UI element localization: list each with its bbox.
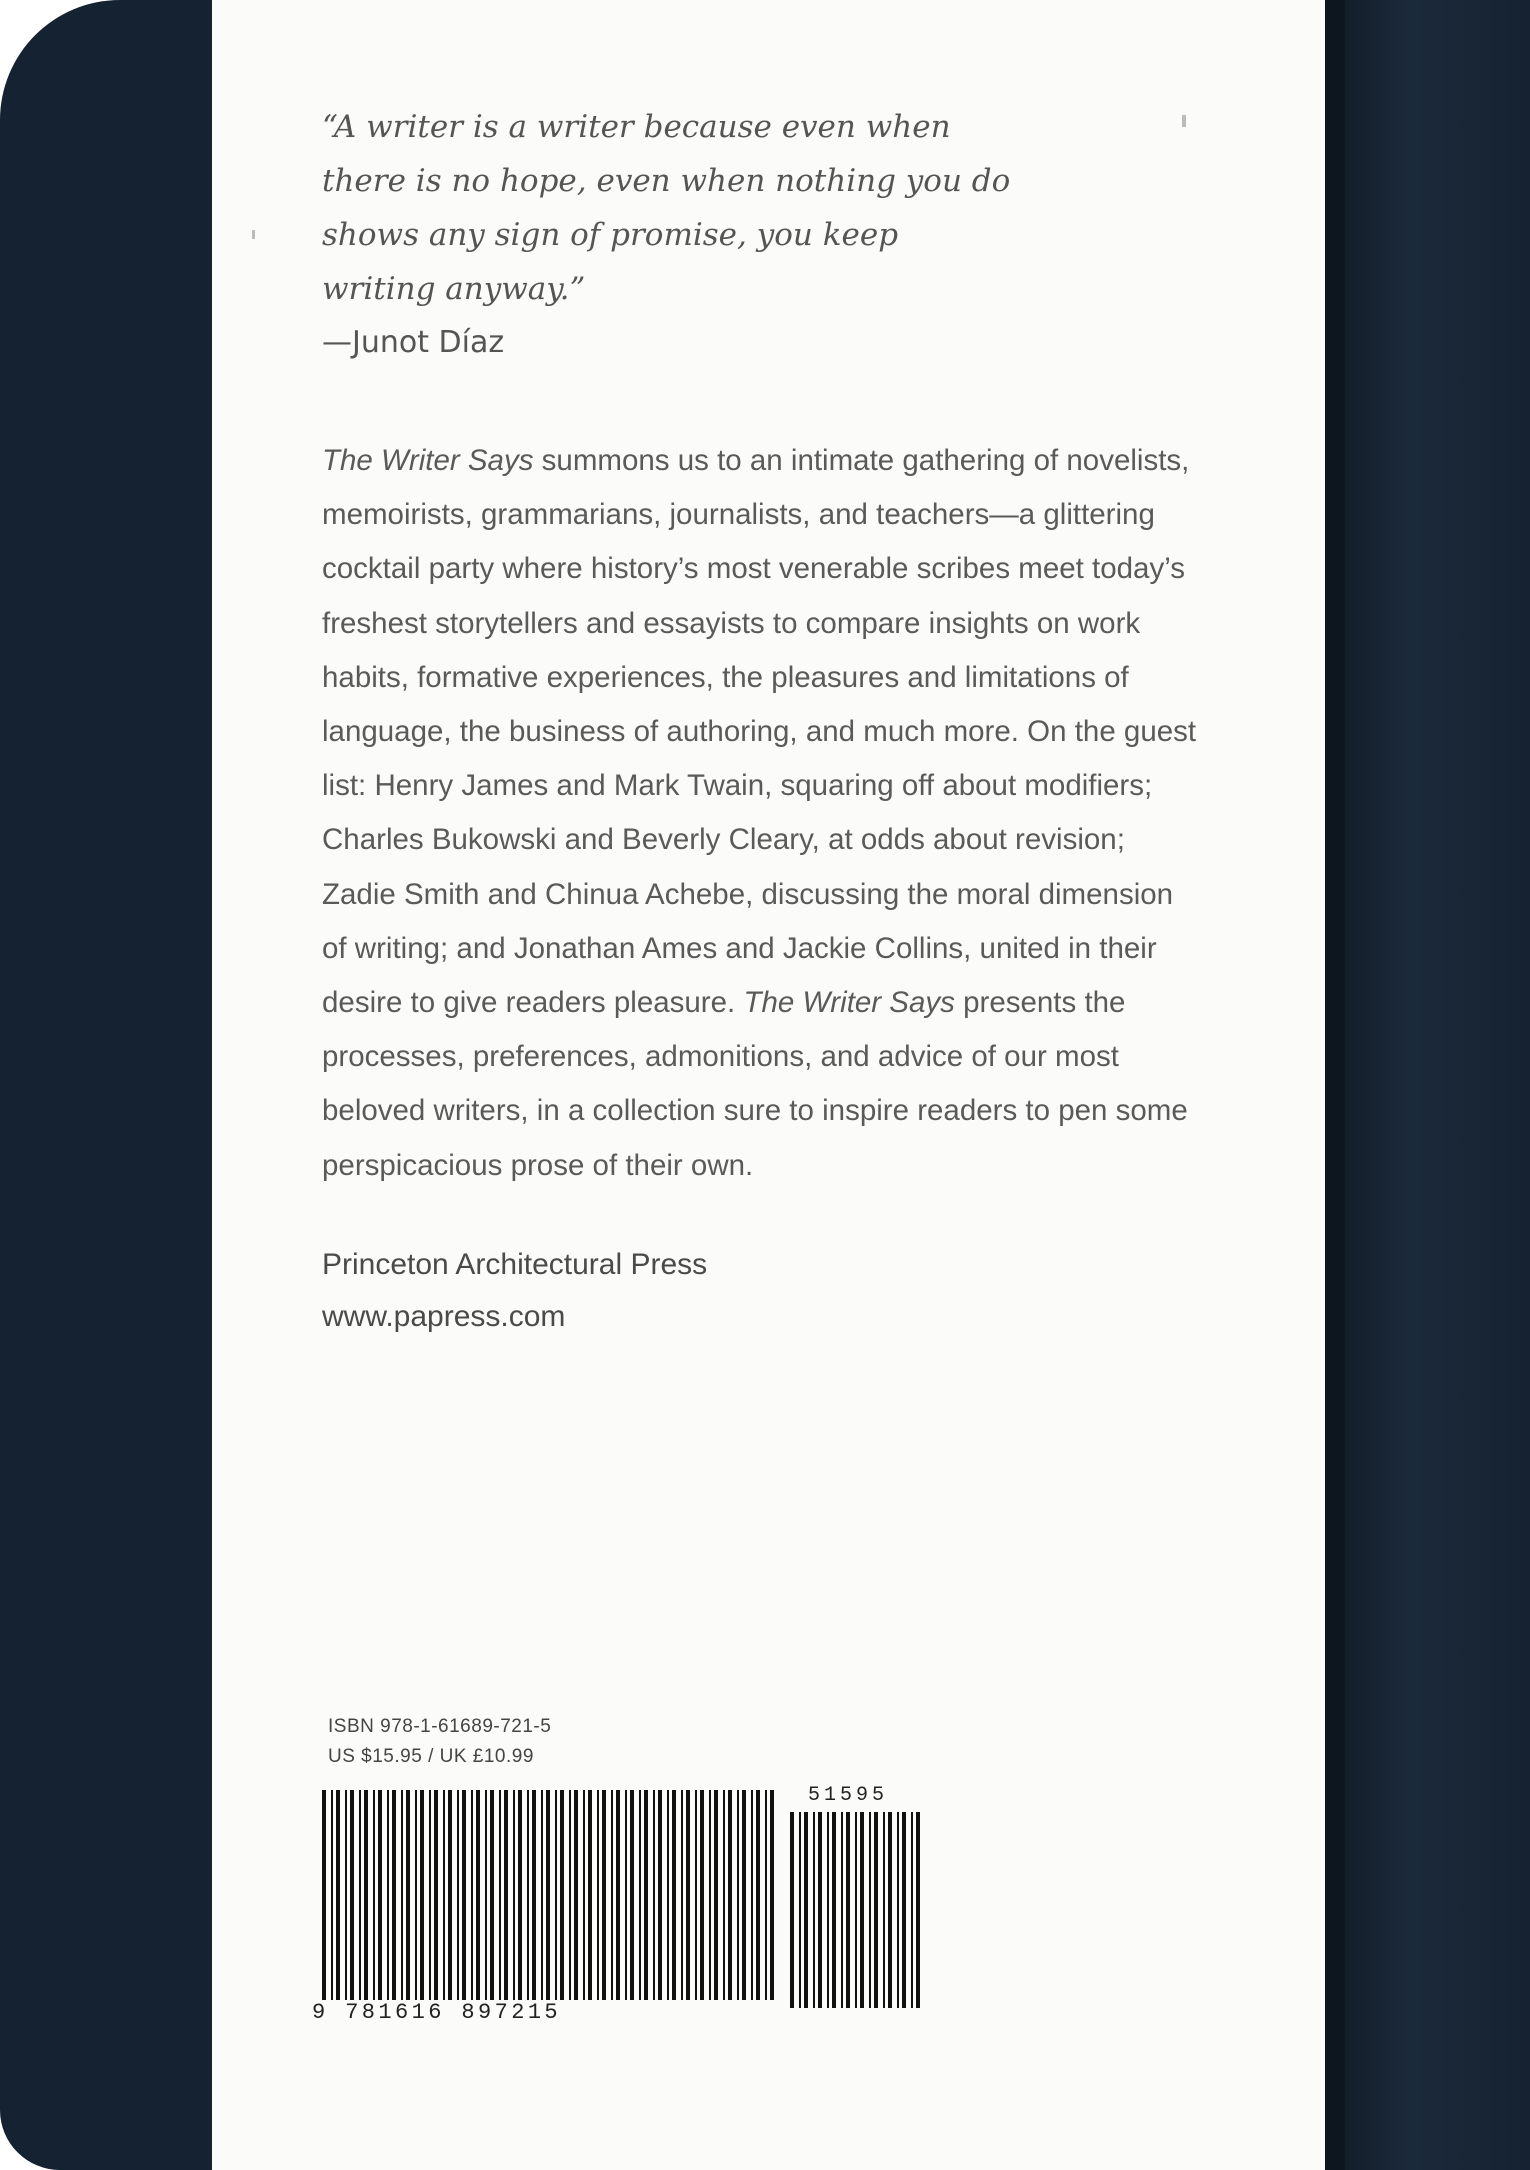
barcode-bar (813, 1812, 815, 2008)
epigraph-quote (322, 100, 1142, 316)
quote-line: “A writer is a writer because even when (322, 109, 951, 145)
barcode-bar (406, 1790, 410, 2000)
barcode-bar (462, 1790, 466, 2000)
barcode-bar (700, 1790, 704, 2000)
barcode-bar (359, 1790, 361, 2000)
barcode-bar (322, 1790, 326, 2000)
barcode-bar (804, 1812, 808, 2008)
barcode-bar (765, 1790, 767, 2000)
barcode-bar (546, 1790, 550, 2000)
price-label: US $15.95 / UK £10.99 (328, 1746, 534, 1767)
barcode-bar (832, 1812, 836, 2008)
publisher-url: www.papress.com (322, 1299, 566, 1333)
barcode-bar (532, 1790, 536, 2000)
barcode-bar (846, 1812, 850, 2008)
barcode-bar (513, 1790, 515, 2000)
barcode-bar (888, 1812, 892, 2008)
barcode-bar (709, 1790, 711, 2000)
book-title: The Writer Says (322, 444, 534, 477)
barcode-bar (485, 1790, 487, 2000)
barcode-bar (569, 1790, 571, 2000)
barcode-bar (499, 1790, 501, 2000)
barcode-bar (611, 1790, 613, 2000)
barcode-bar (728, 1790, 732, 2000)
barcode-bar (751, 1790, 753, 2000)
barcode-bar (443, 1790, 445, 2000)
barcode-bar (336, 1790, 340, 2000)
quote-attribution: —Junot Díaz (322, 325, 505, 360)
barcode-bar (504, 1790, 508, 2000)
barcode-bar (518, 1790, 522, 2000)
barcode-bar (827, 1812, 829, 2008)
book-description (322, 434, 1202, 1193)
publisher-info (322, 1239, 1252, 1343)
barcode-bar (874, 1812, 878, 2008)
barcode-bar (902, 1812, 906, 2008)
barcode-bar (686, 1790, 690, 2000)
barcode-bar (625, 1790, 627, 2000)
barcode-bar (681, 1790, 683, 2000)
barcode-bar (714, 1790, 718, 2000)
description-text: presents the processes, preferences, admonitions, and advice of our most beloved writers, in a collection sure to inspire readers to pen some perspicacious prose of their own. (322, 986, 1188, 1182)
barcode-bar (415, 1790, 417, 2000)
barcode-bar (350, 1790, 354, 2000)
barcode-bar (555, 1790, 557, 2000)
barcode-bar (476, 1790, 480, 2000)
barcode-bar (527, 1790, 529, 2000)
barcode-bar (860, 1812, 864, 2008)
barcode-bar (364, 1790, 368, 2000)
barcode-bar (392, 1790, 396, 2000)
price-block (328, 1712, 551, 1772)
barcode-bar (331, 1790, 333, 2000)
barcode-bar (695, 1790, 697, 2000)
isbn-barcode (322, 1790, 782, 2000)
barcode-bar (897, 1812, 899, 2008)
barcode-bar (841, 1812, 843, 2008)
barcode-bar (799, 1812, 801, 2008)
barcode-bar (723, 1790, 725, 2000)
barcode-bar (471, 1790, 473, 2000)
barcode-bar (583, 1790, 585, 2000)
barcode-bar (597, 1790, 599, 2000)
book-title: The Writer Says (743, 986, 955, 1020)
barcode-bar (818, 1812, 822, 2008)
description-text: summons us to an intimate gathering of novelists, memoirists, grammarians, journalists, and teachers—a glittering cocktail party where history’s most venerable scribes meet today’s freshest storytellers and essayists to compare insights on work habits, formative experiences, the pleasures and limitations of language, the business of authoring, and much more. On the guest list: Henry James and Mark Twain, squaring off about modifiers; Charles Bukowski and Beverly Cleary, at odds about revision; Zadie Smith and Chinua Achebe, discussing the moral dimension of writing; and Jonathan Ames and Jackie Collins, united in their desire to give readers pleasure. (322, 444, 1197, 1020)
quote-line: shows any sign of promise, you keep (322, 217, 899, 253)
isbn-label: ISBN 978-1-61689-721-5 (328, 1716, 552, 1737)
addon-barcode (790, 1812, 925, 2008)
barcode-bar (387, 1790, 389, 2000)
barcode-bar (630, 1790, 634, 2000)
barcode-bar (448, 1790, 452, 2000)
scan-speck (252, 230, 255, 239)
barcode-bar (639, 1790, 641, 2000)
barcode-bar (457, 1790, 459, 2000)
cover-right-edge (1330, 0, 1530, 2170)
barcode-bar (911, 1812, 913, 2008)
barcode-bar (790, 1812, 794, 2008)
barcode-bar (672, 1790, 676, 2000)
quote-line: there is no hope, even when nothing you do (322, 163, 1011, 199)
barcode-bar (742, 1790, 746, 2000)
barcode-bar (574, 1790, 578, 2000)
barcode-bar (855, 1812, 857, 2008)
barcode-bar (429, 1790, 431, 2000)
barcode-bar (737, 1790, 739, 2000)
barcode-bar (883, 1812, 885, 2008)
barcode-bar (560, 1790, 564, 2000)
barcode-bar (916, 1812, 920, 2008)
barcode-bar (373, 1790, 375, 2000)
barcode-bar (756, 1790, 760, 2000)
back-cover-panel (212, 0, 1325, 2170)
publisher-name: Princeton Architectural Press (322, 1247, 708, 1281)
barcode-bar (541, 1790, 543, 2000)
barcode-bar (616, 1790, 620, 2000)
barcode-bar (378, 1790, 382, 2000)
barcode-bar (602, 1790, 606, 2000)
barcode-digits: 9 781616 897215 (312, 2000, 562, 2025)
back-cover-text (322, 100, 1252, 1343)
barcode-addon-digits: 51595 (808, 1784, 889, 1807)
barcode-bar (667, 1790, 669, 2000)
barcode-bar (401, 1790, 403, 2000)
barcode-bar (420, 1790, 424, 2000)
barcode-bar (658, 1790, 662, 2000)
barcode-bar (770, 1790, 774, 2000)
barcode-bar (490, 1790, 494, 2000)
barcode-bar (588, 1790, 592, 2000)
barcode-bar (345, 1790, 347, 2000)
barcode-bar (434, 1790, 438, 2000)
barcode-bar (644, 1790, 648, 2000)
barcode-bar (653, 1790, 655, 2000)
quote-line: writing anyway.” (322, 271, 586, 307)
barcode-bar (869, 1812, 871, 2008)
elastic-band (1325, 0, 1345, 2170)
